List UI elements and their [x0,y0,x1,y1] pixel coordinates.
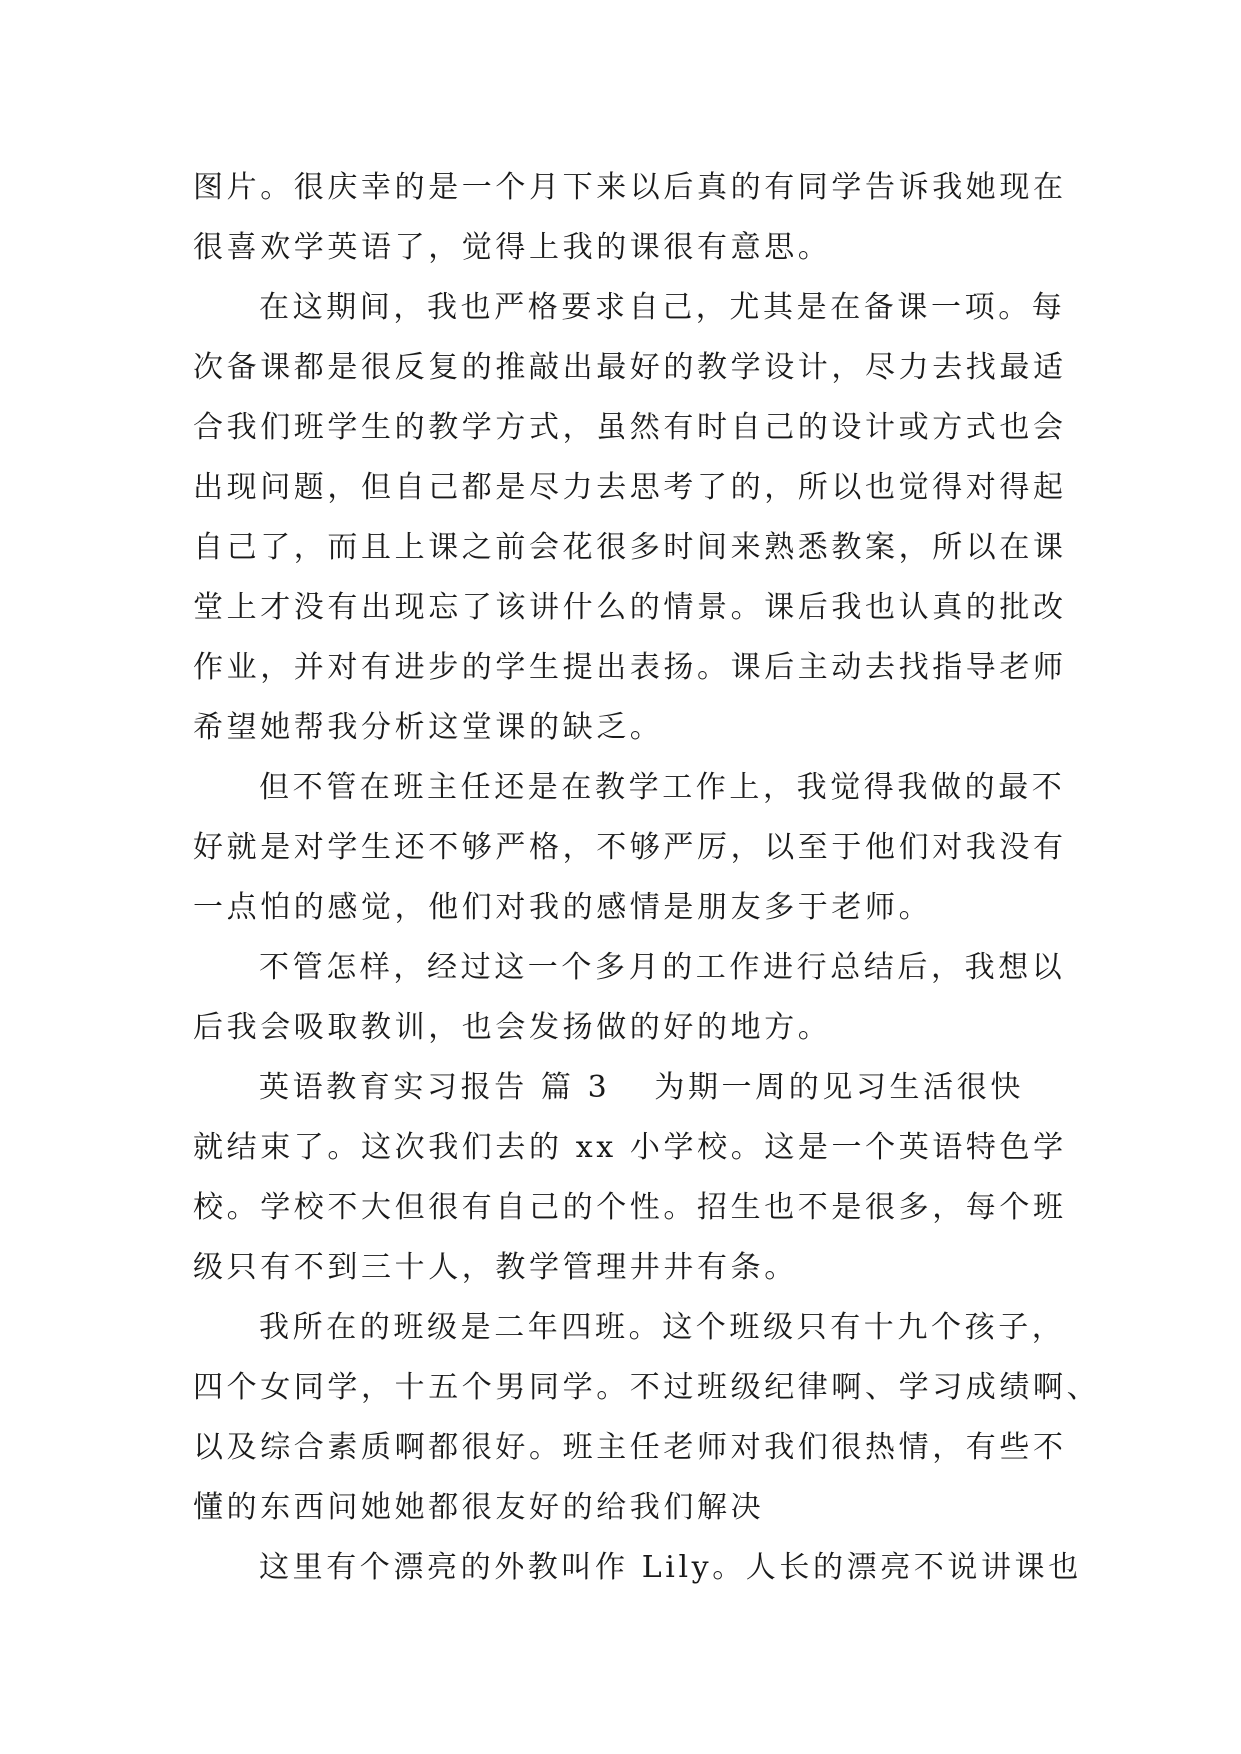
text-line: 次备课都是很反复的推敲出最好的教学设计，尽力去找最适 [193,350,1067,385]
paragraph-start-line: 我所在的班级是二年四班。这个班级只有十九个孩子， [259,1310,1066,1345]
text-line: 希望她帮我分析这堂课的缺乏。 [193,710,664,745]
text-line: 一点怕的感觉，他们对我的感情是朋友多于老师。 [193,890,933,925]
text-line: 以及综合素质啊都很好。班主任老师对我们很热情，有些不 [193,1430,1067,1465]
text-line: 校。学校不大但很有自己的个性。招生也不是很多，每个班 [193,1190,1067,1225]
paragraph-start-line: 不管怎样，经过这一个多月的工作进行总结后，我想以 [259,950,1066,985]
paragraph-start-line: 在这期间，我也严格要求自己，尤其是在备课一项。每 [259,290,1066,325]
text-line: 四个女同学，十五个男同学。不过班级纪律啊、学习成绩啊、 [193,1370,1101,1405]
text-line: 堂上才没有出现忘了该讲什么的情景。课后我也认真的批改 [193,590,1067,625]
paragraph-start-line: 这里有个漂亮的外教叫作 Lily。人长的漂亮不说讲课也 [259,1550,1082,1585]
section-heading-line [193,1058,1053,1118]
text-line: 就结束了。这次我们去的 xx 小学校。这是一个英语特色学 [193,1130,1067,1165]
text-line: 自己了，而且上课之前会花很多时间来熟悉教案，所以在课 [193,530,1067,565]
text-line: 出现问题，但自己都是尽力去思考了的，所以也觉得对得起 [193,470,1067,505]
text-line: 后我会吸取教训，也会发扬做的好的地方。 [193,1010,832,1045]
paragraph-start-line: 但不管在班主任还是在教学工作上，我觉得我做的最不 [259,770,1066,805]
text-line: 很喜欢学英语了，觉得上我的课很有意思。 [193,230,832,265]
section-first-sentence: 为期一周的见习生活很快 [654,1070,1024,1105]
text-line: 合我们班学生的教学方式，虽然有时自己的设计或方式也会 [193,410,1067,445]
text-line: 图片。很庆幸的是一个月下来以后真的有同学告诉我她现在 [193,170,1067,205]
body-text [193,158,1101,1598]
text-line: 级只有不到三十人，教学管理井井有条。 [193,1250,798,1285]
text-line: 作业，并对有进步的学生提出表扬。课后主动去找指导老师 [193,650,1067,685]
text-line: 好就是对学生还不够严格，不够严厉，以至于他们对我没有 [193,830,1067,865]
text-line: 懂的东西问她她都很友好的给我们解决 [193,1490,765,1525]
section-heading: 英语教育实习报告 篇 3 [259,1070,611,1105]
